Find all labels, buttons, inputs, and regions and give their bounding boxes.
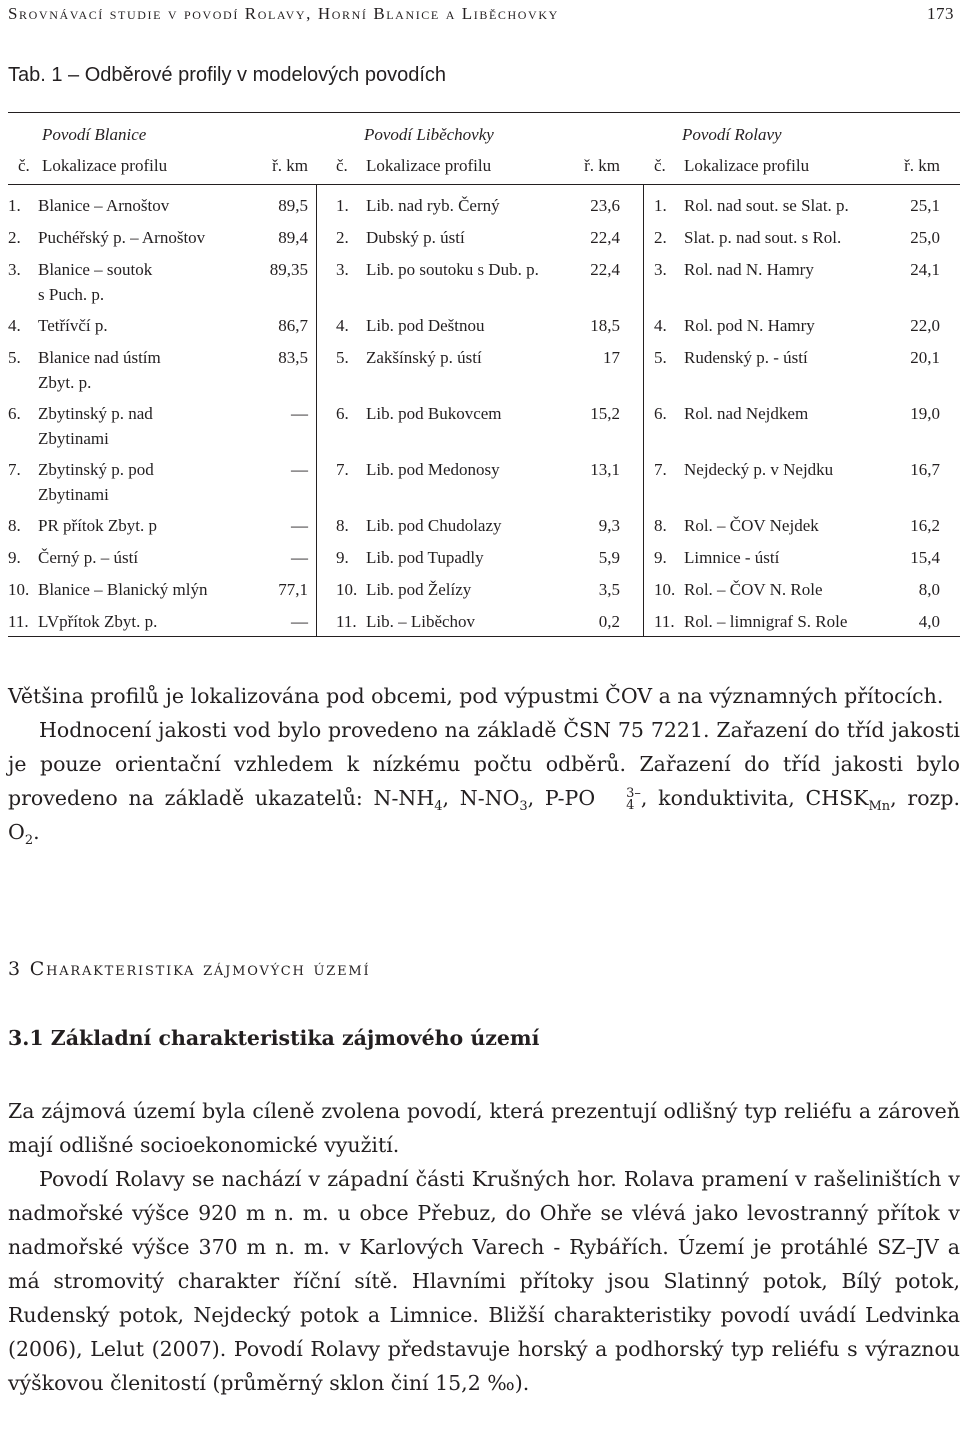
profile-location: Lib. – Liběchov [366, 612, 476, 631]
paragraph: Hodnocení jakosti vod bylo provedeno na základě ČSN 75 7221. Zařazení do tříd jakosti je pouze orientační vzhledem k nízkému počtu odběrů. Zařazení do tříd jakosti bylo provedeno na základě ukazatelů: $N-NH_4$, $N-NO_3$, P-PO 3– 4 , konduktivita, $CHSK_{Mn}$, rozp. $O_2$. [8, 718, 960, 849]
profile-number: 10. [336, 580, 358, 599]
section-body [8, 1094, 960, 1400]
table-header-rule [8, 184, 960, 185]
column-header-location: Lokalizace profilu [684, 156, 810, 175]
paragraph: Povodí Rolavy se nachází v západní části Krušných hor. Rolava pramení v rašeliništích v nadmořské výšce 920 m n. m. u obce Přebuz, do Ohře se vlévá jako levostranný přítok v nadmořské výšce 370 m n. m. v Karlových Varech - Rybářích. Území je protáhlé SZ–JV a má stromovitý charakter říční sítě. Hlavními přítoky jsou Slatinný potok, Bílý potok, Rudenský potok, Nejdecký potok a Limnice. Bližší charakteristiky povodí uvádí Ledvinka (2006), Lelut (2007). Povodí Rolavy představuje horský a podhorský typ reliéfu s výraznou výškovou členitostí (průměrný sklon činí 15,2 ‰). [8, 1167, 960, 1395]
profile-number: 11. [8, 612, 29, 631]
column-header-number: č. [336, 156, 348, 175]
profile-location: LVpřítok Zbyt. p. [38, 612, 158, 631]
profile-km: 19,0 [910, 404, 940, 423]
profile-location: Zbytinami [38, 429, 109, 448]
profile-location: Lib. po soutoku s Dub. p. [366, 260, 539, 279]
profile-km: 20,1 [910, 348, 940, 367]
profile-location: Rudenský p. - ústí [684, 348, 808, 367]
profile-number: 5. [654, 348, 667, 367]
profile-km: 0,2 [598, 612, 620, 631]
profile-number: 9. [654, 548, 667, 567]
profile-number: 9. [336, 548, 349, 567]
profile-number: 8. [8, 516, 21, 535]
profile-km: 25,1 [910, 196, 940, 215]
profile-location: Zbytinský p. pod [38, 460, 154, 479]
table-bottom-rule [8, 636, 960, 637]
profile-km: — [291, 548, 308, 567]
profile-number: 7. [654, 460, 667, 479]
profile-location: Blanice – soutok [38, 260, 153, 279]
profile-km: 9,3 [598, 516, 620, 535]
profile-number: 11. [336, 612, 357, 631]
column-group-header: Povodí Blanice [42, 125, 147, 144]
profile-number: 2. [654, 228, 667, 247]
column-divider [316, 184, 317, 636]
profile-km: 24,1 [910, 260, 940, 279]
column-header-location: Lokalizace profilu [366, 156, 492, 175]
profile-location: Tetřívčí p. [38, 316, 108, 335]
profile-location: Zbytinský p. nad [38, 404, 153, 423]
column-header-number: č. [654, 156, 666, 175]
profile-number: 5. [8, 348, 21, 367]
profile-location: Rol. nad Nejdkem [684, 404, 809, 423]
column-header-km: ř. km [904, 156, 940, 175]
profile-km: 16,7 [910, 460, 940, 479]
body-text [8, 679, 960, 849]
table-top-rule [8, 112, 960, 113]
profile-number: 6. [336, 404, 349, 423]
profile-number: 2. [8, 228, 21, 247]
profile-location: Zbyt. p. [38, 373, 92, 392]
profile-location: Rol. – ČOV Nejdek [684, 516, 819, 535]
profile-km: — [291, 516, 308, 535]
profile-number: 6. [654, 404, 667, 423]
profile-number: 7. [336, 460, 349, 479]
column-header-location: Lokalizace profilu [42, 156, 168, 175]
profile-location: Lib. pod Chudolazy [366, 516, 502, 535]
column-header-number: č. [18, 156, 30, 175]
paragraph: Za zájmová území byla cíleně zvolena povodí, která prezentují odlišný typ reliéfu a zároveň mají odlišné socioekonomické využití. [8, 1099, 960, 1157]
profile-km: 77,1 [278, 580, 308, 599]
profile-location: s Puch. p. [38, 285, 105, 304]
profile-number: 9. [8, 548, 21, 567]
profile-km: — [291, 460, 308, 479]
profile-location: Rol. nad N. Hamry [684, 260, 814, 279]
profile-number: 8. [336, 516, 349, 535]
profile-number: 4. [336, 316, 349, 335]
profile-location: PR přítok Zbyt. p [38, 516, 158, 535]
profile-km: 4,0 [918, 612, 940, 631]
profile-location: Blanice – Arnoštov [38, 196, 170, 215]
profile-km: 22,4 [590, 260, 620, 279]
profile-km: 86,7 [278, 316, 308, 335]
profile-km: — [291, 404, 308, 423]
profile-number: 4. [654, 316, 667, 335]
profile-location: Rol. – limnigraf S. Role [684, 612, 848, 631]
profile-number: 3. [8, 260, 21, 279]
profile-number: 10. [654, 580, 676, 599]
profile-km: — [291, 612, 308, 631]
profile-location: Dubský p. ústí [366, 228, 465, 247]
column-group-header: Povodí Rolavy [682, 125, 782, 144]
profile-km: 8,0 [918, 580, 940, 599]
profile-km: 15,4 [910, 548, 940, 567]
profile-location: Puchéřský p. – Arnoštov [38, 228, 206, 247]
column-header-km: ř. km [272, 156, 308, 175]
page-number: 173 [927, 4, 954, 23]
profile-km: 5,9 [598, 548, 620, 567]
profile-km: 3,5 [598, 580, 620, 599]
running-head [8, 4, 954, 28]
profile-number: 4. [8, 316, 21, 335]
profile-km: 13,1 [590, 460, 620, 479]
table-caption: Tab. 1 – Odběrové profily v modelových povodích [8, 64, 447, 86]
profile-location: Zbytinami [38, 485, 109, 504]
profile-location: Černý p. – ústí [38, 548, 139, 567]
profile-location: Lib. pod Medonosy [366, 460, 500, 479]
column-group-header: Povodí Liběchovky [364, 125, 494, 144]
profile-number: 2. [336, 228, 349, 247]
profile-km: 89,5 [278, 196, 308, 215]
profile-km: 17 [603, 348, 620, 367]
profile-number: 6. [8, 404, 21, 423]
profile-location: Rol. pod N. Hamry [684, 316, 815, 335]
profile-number: 10. [8, 580, 30, 599]
profile-number: 8. [654, 516, 667, 535]
profile-number: 1. [654, 196, 667, 215]
profile-location: Limnice - ústí [684, 548, 780, 567]
profile-km: 83,5 [278, 348, 308, 367]
section-heading: 3 Charakteristika zájmových území [8, 958, 371, 980]
profile-km: 89,35 [269, 260, 308, 279]
profile-location: Rol. nad sout. se Slat. p. [684, 196, 849, 215]
profile-location: Lib. nad ryb. Černý [366, 196, 500, 215]
profile-number: 3. [654, 260, 667, 279]
profile-km: 18,5 [590, 316, 620, 335]
paragraph: Většina profilů je lokalizována pod obcemi, pod výpustmi ČOV a na významných přítocích. [8, 684, 944, 708]
profile-location: Lib. pod Želízy [366, 580, 472, 599]
subsection-heading: 3.1 Základní charakteristika zájmového území [8, 1026, 540, 1050]
column-divider [643, 184, 644, 636]
profile-km: 22,0 [910, 316, 940, 335]
profile-km: 89,4 [278, 228, 308, 247]
profile-km: 15,2 [590, 404, 620, 423]
profile-number: 11. [654, 612, 675, 631]
profile-km: 16,2 [910, 516, 940, 535]
profile-location: Lib. pod Deštnou [366, 316, 485, 335]
profile-location: Lib. pod Tupadly [366, 548, 484, 567]
profile-number: 7. [8, 460, 21, 479]
profile-km: 22,4 [590, 228, 620, 247]
profile-number: 1. [336, 196, 349, 215]
profile-km: 23,6 [590, 196, 620, 215]
profile-km: 25,0 [910, 228, 940, 247]
profile-location: Rol. – ČOV N. Role [684, 580, 823, 599]
profile-location: Nejdecký p. v Nejdku [684, 460, 834, 479]
profile-location: Slat. p. nad sout. s Rol. [684, 228, 842, 247]
profile-location: Lib. pod Bukovcem [366, 404, 502, 423]
running-head-title: Srovnávací studie v povodí Rolavy, Horní Blanice a Liběchovky [8, 4, 559, 23]
profile-location: Blanice nad ústím [38, 348, 161, 367]
profile-location: Blanice – Blanický mlýn [38, 580, 208, 599]
profile-location: Zakšínský p. ústí [366, 348, 482, 367]
profile-number: 3. [336, 260, 349, 279]
profile-number: 1. [8, 196, 21, 215]
profile-number: 5. [336, 348, 349, 367]
column-header-km: ř. km [584, 156, 620, 175]
